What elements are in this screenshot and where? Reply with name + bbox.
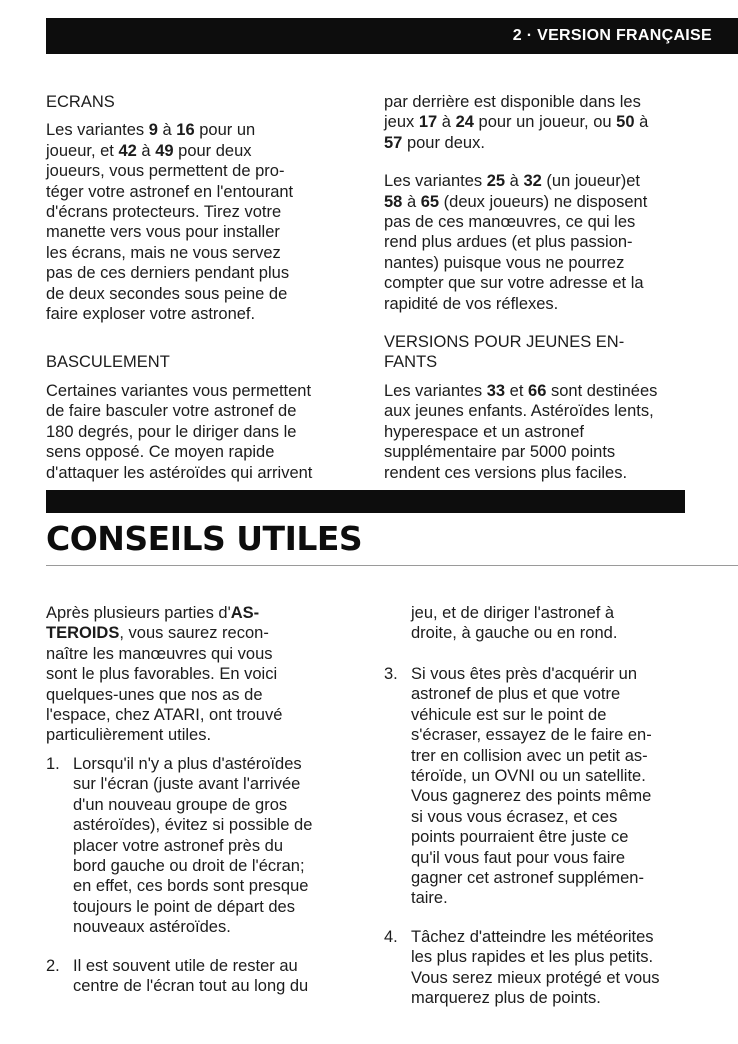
intro-paragraph (46, 603, 356, 746)
list-text: Lorsqu'il n'y a plus d'astéroïdes sur l'écran (juste avant l'arrivée d'un nouveau groupe de gros astéroïdes), évitez si possible de placer votre astronef près du bord gauche ou droit de l'écran; en effet, ces bords sont presque toujours le point de départ des nouveaux astéroïdes. (73, 755, 313, 937)
tips-right-continued (411, 603, 711, 644)
body-paragraph: par derrière est disponible dans les jeux 17 à 24 pour un joueur, ou 50 à 57 pour deux. (384, 93, 649, 152)
section-divider-bar (46, 490, 685, 513)
tips-left (46, 754, 366, 996)
section-rule (46, 565, 738, 566)
list-item (384, 664, 714, 909)
header-bar (46, 18, 738, 54)
body-paragraph: Après plusieurs parties d'AS- TEROIDS, vous saurez recon- naître les manœuvres qui vous sont le plus favorables. En voici quelques-unes que nos as de l'espace, chez ATARI, ont trouvé particulièrement utiles. (46, 604, 283, 745)
tips-right (384, 664, 714, 1009)
body-paragraph: Les variantes 33 et 66 sont destinées aux jeunes enfants. Astéroïdes lents, hyperespace et un astronef supplémentaire par 5000 points rendent ces versions plus faciles. (384, 381, 658, 482)
section-heading: BASCULEMENT (46, 353, 170, 372)
body-paragraph: jeu, et de diriger l'astronef à droite, à gauche ou en rond. (411, 604, 618, 643)
list-number: 1. (46, 755, 60, 773)
right-column-top (384, 92, 704, 483)
list-text: Tâchez d'atteindre les météorites les plus rapides et les plus petits. Vous serez mieux protégé et vous marquerez plus de points. (411, 927, 660, 1008)
list-item (46, 956, 366, 997)
list-text: Il est souvent utile de rester au centre de l'écran tout au long du (73, 956, 309, 996)
tips-list (46, 754, 366, 996)
header-title: 2 · VERSION FRANÇAISE (512, 27, 712, 44)
section-heading: ECRANS (46, 93, 115, 111)
body-paragraph: Les variantes 9 à 16 pour un joueur, et 42 à 49 pour deux joueurs, vous permettent de pro- téger votre astronef en l'entourant d'écrans protecteurs. Tirez votre manette vers vous pour installer les écrans, mais ne vous servez pas de ces derniers pendant plus de deux secondes sous peine de faire exploser votre astronef. (46, 121, 294, 324)
list-item (46, 754, 366, 938)
left-column-top (46, 92, 356, 483)
body-paragraph: Les variantes 25 à 32 (un joueur)et 58 à 65 (deux joueurs) ne disposent pas de ces manœuvres, ce qui les rend plus ardues (et plus passion- nantes) puisque vous ne pourrez compter que sur votre adresse et la rapidité de vos réflexes. (384, 172, 648, 313)
list-number: 2. (46, 956, 60, 975)
list-number: 3. (384, 665, 398, 683)
list-number: 4. (384, 927, 398, 946)
section-title: CONSEILS UTILES (46, 519, 363, 558)
list-item (384, 927, 714, 1009)
list-text: Si vous êtes près d'acquérir un astronef de plus et que votre véhicule est sur le point de s'écraser, essayez de le faire en- trer en collision avec un petit as- téroïde, un OVNI ou un satellite. Vous gagnerez des points même si vous vous écrasez, et ces points pourraient être juste ce qu'il vous faut pour vous faire gagner cet astronef supplémen- taire. (411, 665, 652, 908)
body-paragraph: Certaines variantes vous permettent de faire basculer votre astronef de 180 degrés, pour le diriger dans le sens opposé. Ce moyen rapide d'attaquer les astéroïdes qui arrivent (46, 381, 313, 482)
tips-list (384, 664, 714, 1009)
section-heading: VERSIONS POUR JEUNES EN- FANTS (384, 333, 625, 372)
